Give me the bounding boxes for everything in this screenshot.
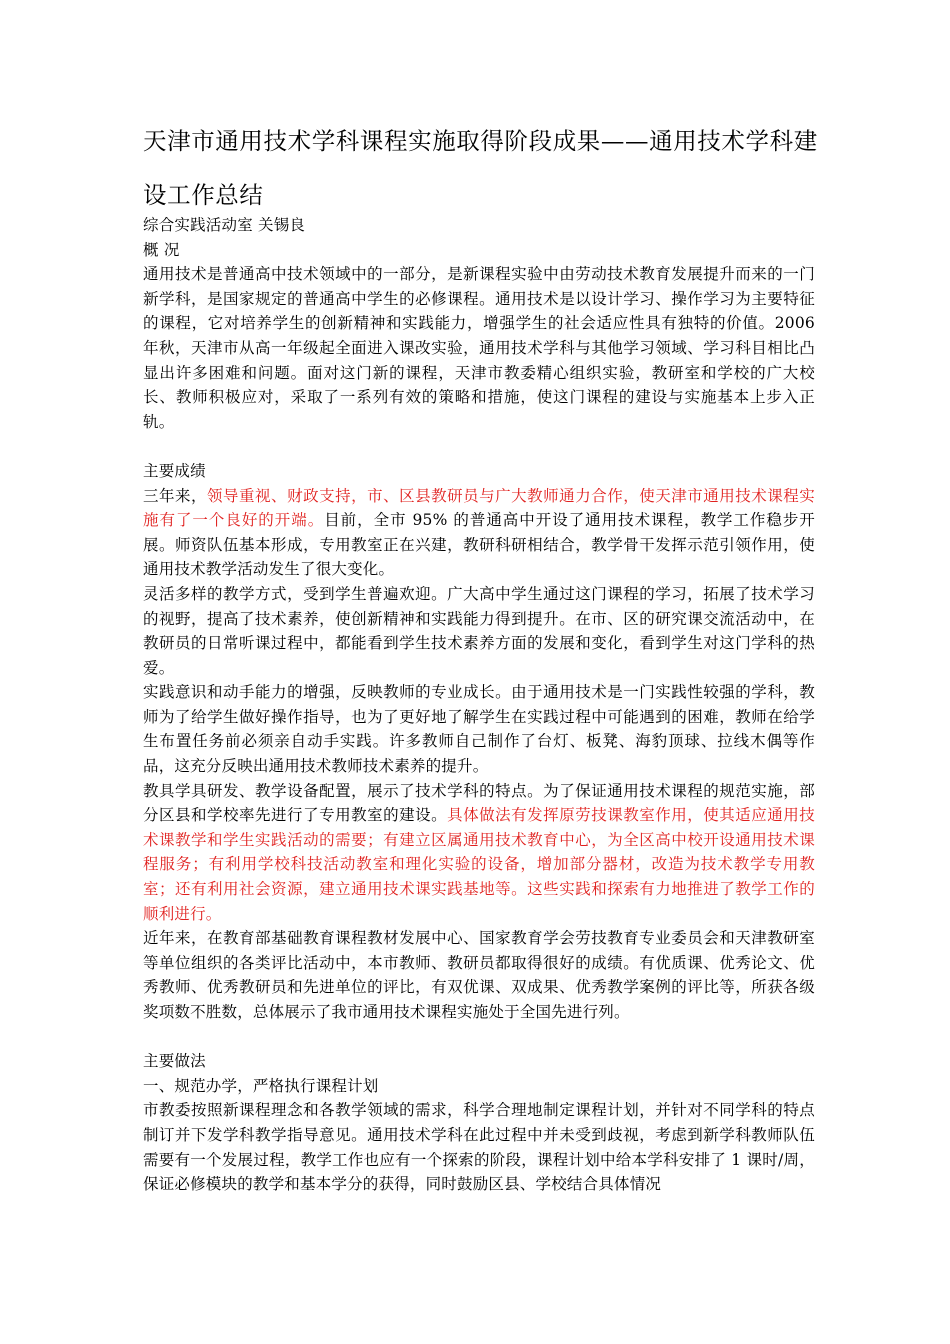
highlighted-text: 具体做法有发挥原劳技课教室作用，使其适应通用技术课教学和学生实践活动的需要；有建立区属通用技术教育中心，为全区高中校开设通用技术课程服务；有利用学校科技活动教室和理化实验的设备，增加部分器材，改造为技术教学专用教室；还有利用社会资源，建立通用技术课实践基地等。这些实践和探索有力地推进了教学工作的顺利进行。 — [143, 806, 815, 923]
section-heading-achievements: 主要成绩 — [143, 461, 206, 480]
practices-paragraph-1: 市教委按照新课程理念和各教学领域的需求，科学合理地制定课程计划，并针对不同学科的特点制订并下发学科教学指导意见。通用技术学科在此过程中并未受到歧视，考虑到新学科教师队伍需要有一个发展过程，教学工作也应有一个探索的阶段，课程计划中给本学科安排了 1 课时/周，保证必修模块的教学和基本学分的获得，同时鼓励区县、学校结合具体情况 — [143, 1101, 815, 1194]
document-body — [143, 213, 815, 1197]
achievements-paragraph-5: 近年来，在教育部基础教育课程教材发展中心、国家教育学会劳技教育专业委员会和天津教研室等单位组织的各类评比活动中，本市教师、教研员都取得很好的成绩。有优质课、优秀论文、优秀教师、优秀教研员和先进单位的评比，有双优课、双成果、优秀教学案例的评比等，所获各级奖项数不胜数，总体展示了我市通用技术课程实施处于全国先进行列。 — [143, 929, 815, 1021]
achievements-paragraph-3: 实践意识和动手能力的增强，反映教师的专业成长。由于通用技术是一门实践性较强的学科，教师为了给学生做好操作指导，也为了更好地了解学生在实践过程中可能遇到的困难，教师在给学生布置任务前必须亲自动手实践。许多教师自己制作了台灯、板凳、海豹顶球、拉线木偶等作品，这充分反映出通用技术教师技术素养的提升。 — [143, 683, 815, 776]
paragraph-lead: 三年来， — [143, 486, 208, 505]
paragraph-rest: 目前，全市 95% 的普通高中开设了通用技术课程，教学工作稳步开展。师资队伍基本形成，专用教室正在兴建，教研科研相结合，教学骨干发挥示范引领作用，使通用技术教学活动发生了很大变化。 — [143, 511, 815, 579]
spacer — [143, 1025, 815, 1050]
section-heading-overview: 概 况 — [143, 240, 180, 259]
overview-paragraph: 通用技术是普通高中技术领域中的一部分，是新课程实验中由劳动技术教育发展提升而来的一门新学科，是国家规定的普通高中学生的必修课程。通用技术是以设计学习、操作学习为主要特征的课程，它对培养学生的创新精神和实践能力，增强学生的社会适应性具有独特的价值。2006 年秋，天津市从高一年级起全面进入课改实验，通用技术学科与其他学习领域、学习科目相比凸显出许多困难和问题。面对这门新的课程，天津市教委精心组织实验，教研室和学校的广大校长、教师积极应对，采取了一系列有效的策略和措施，使这门课程的建设与实施基本上步入正轨。 — [143, 265, 815, 431]
achievements-paragraph-4 — [143, 779, 815, 927]
author-line: 综合实践活动室 关锡良 — [143, 216, 306, 234]
subsection-heading: 一、规范办学，严格执行课程计划 — [143, 1076, 379, 1095]
paragraph-lead: 教具学具研发、教学设备配置，展示了技术学科的特点。为了保证通用技术课程的规范实施，部分区县和学校率先进行了专用教室的建设。 — [143, 781, 815, 825]
highlighted-text: 领导重视、财政支持，市、区县教研员与广大教师通力合作，使天津市通用技术课程实施有了一个良好的开端。 — [143, 486, 815, 530]
document-title: 天津市通用技术学科课程实施取得阶段成果——通用技术学科建设工作总结 — [143, 127, 818, 209]
achievements-paragraph-1 — [143, 484, 815, 582]
achievements-paragraph-2: 灵活多样的教学方式，受到学生普遍欢迎。广大高中学生通过这门课程的学习，拓展了技术学习的视野，提高了技术素养，使创新精神和实践能力得到提升。在市、区的研究课交流活动中，在教研员的日常听课过程中，都能看到学生技术素养方面的发展和变化，看到学生对这门学科的热爱。 — [143, 584, 815, 677]
section-heading-practices: 主要做法 — [143, 1052, 206, 1071]
spacer — [143, 434, 815, 459]
